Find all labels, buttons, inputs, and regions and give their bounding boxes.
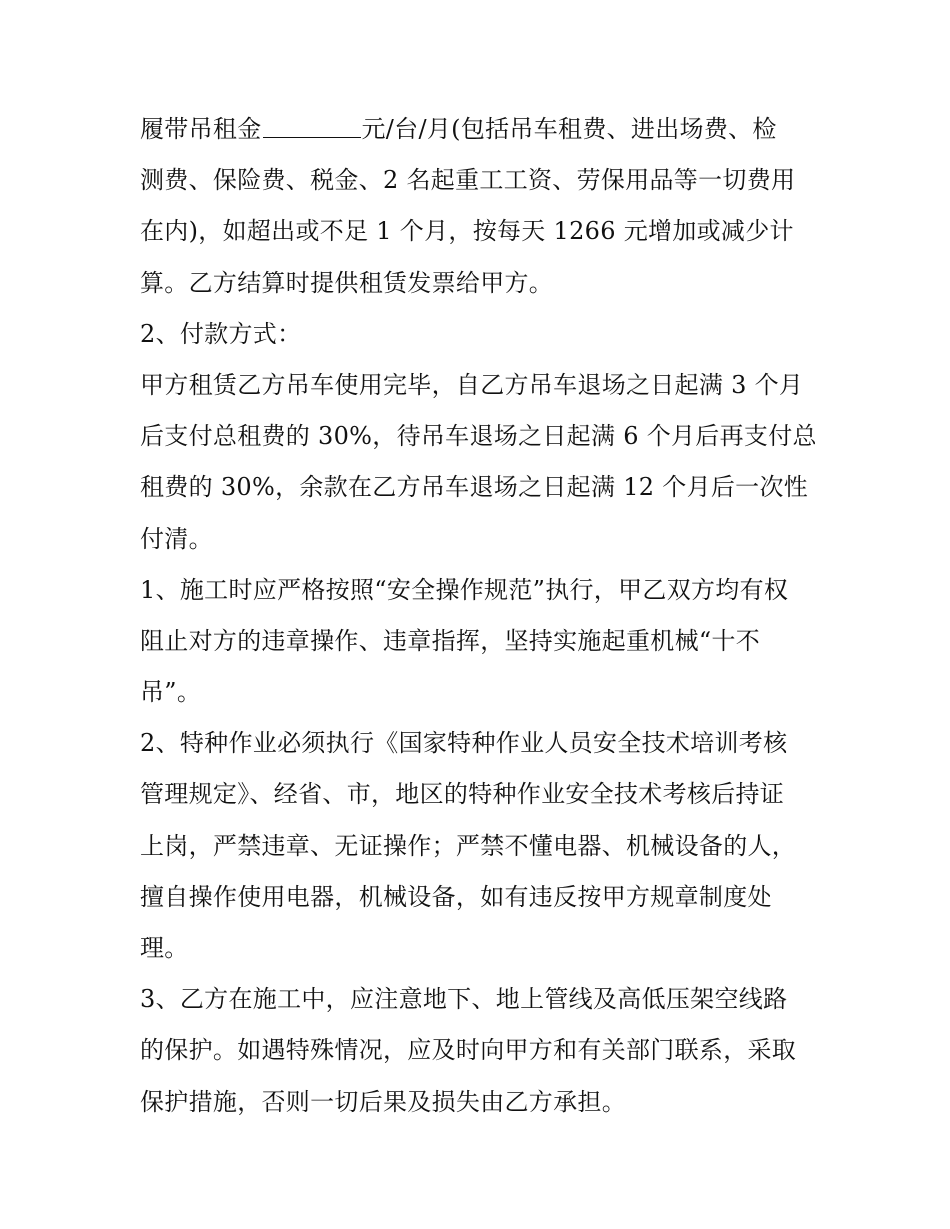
rent-line-suffix: 元/台/月(包括吊车租费、进出场费、检: [361, 115, 777, 143]
clause-2-line: 2、特种作业必须执行《国家特种作业人员安全技术培训考核: [140, 729, 788, 758]
text-line: 擅自操作使用电器，机械设备，如有违反按甲方规章制度处: [140, 882, 772, 911]
rent-amount-blank: [263, 115, 361, 138]
text-line: 理。: [140, 934, 189, 962]
section-heading-payment: 2、付款方式：: [140, 319, 302, 348]
rent-line: [140, 104, 820, 155]
text-line: 上岗，严禁违章、无证操作；严禁不懂电器、机械设备的人，: [140, 831, 797, 860]
text-line: 保护措施，否则一切后果及损失由乙方承担。: [140, 1087, 626, 1116]
document-body: [140, 104, 820, 1128]
text-line: 阻止对方的违章操作、违章指挥，坚持实施起重机械“十不: [140, 626, 761, 655]
text-line: 后支付总租费的 30%，待吊车退场之日起满 6 个月后再支付总: [140, 422, 817, 451]
text-line: 租费的 30%，余款在乙方吊车退场之日起满 12 个月后一次性: [140, 473, 809, 502]
clause-3-line: 3、乙方在施工中，应注意地下、地上管线及高低压架空线路: [140, 985, 788, 1014]
text-line: 算。乙方结算时提供租赁发票给甲方。: [140, 268, 554, 297]
text-line: 付清。: [140, 524, 213, 553]
clause-1-line: 1、施工时应严格按照“安全操作规范”执行，甲乙双方均有权: [140, 575, 789, 604]
text-line: 甲方租赁乙方吊车使用完毕，自乙方吊车退场之日起满 3 个月: [140, 370, 804, 399]
text-line: 管理规定》、经省、市，地区的特种作业安全技术考核后持证: [140, 780, 785, 809]
text-line: 在内)，如超出或不足 1 个月，按每天 1266 元增加或减少计: [140, 217, 794, 246]
text-line: 测费、保险费、税金、2 名起重工工资、劳保用品等一切费用: [140, 166, 796, 195]
text-line: 的保护。如遇特殊情况，应及时向甲方和有关部门联系，采取: [140, 1036, 797, 1065]
text-line: 吊”。: [140, 678, 202, 707]
rent-line-prefix: 履带吊租金: [140, 115, 262, 143]
